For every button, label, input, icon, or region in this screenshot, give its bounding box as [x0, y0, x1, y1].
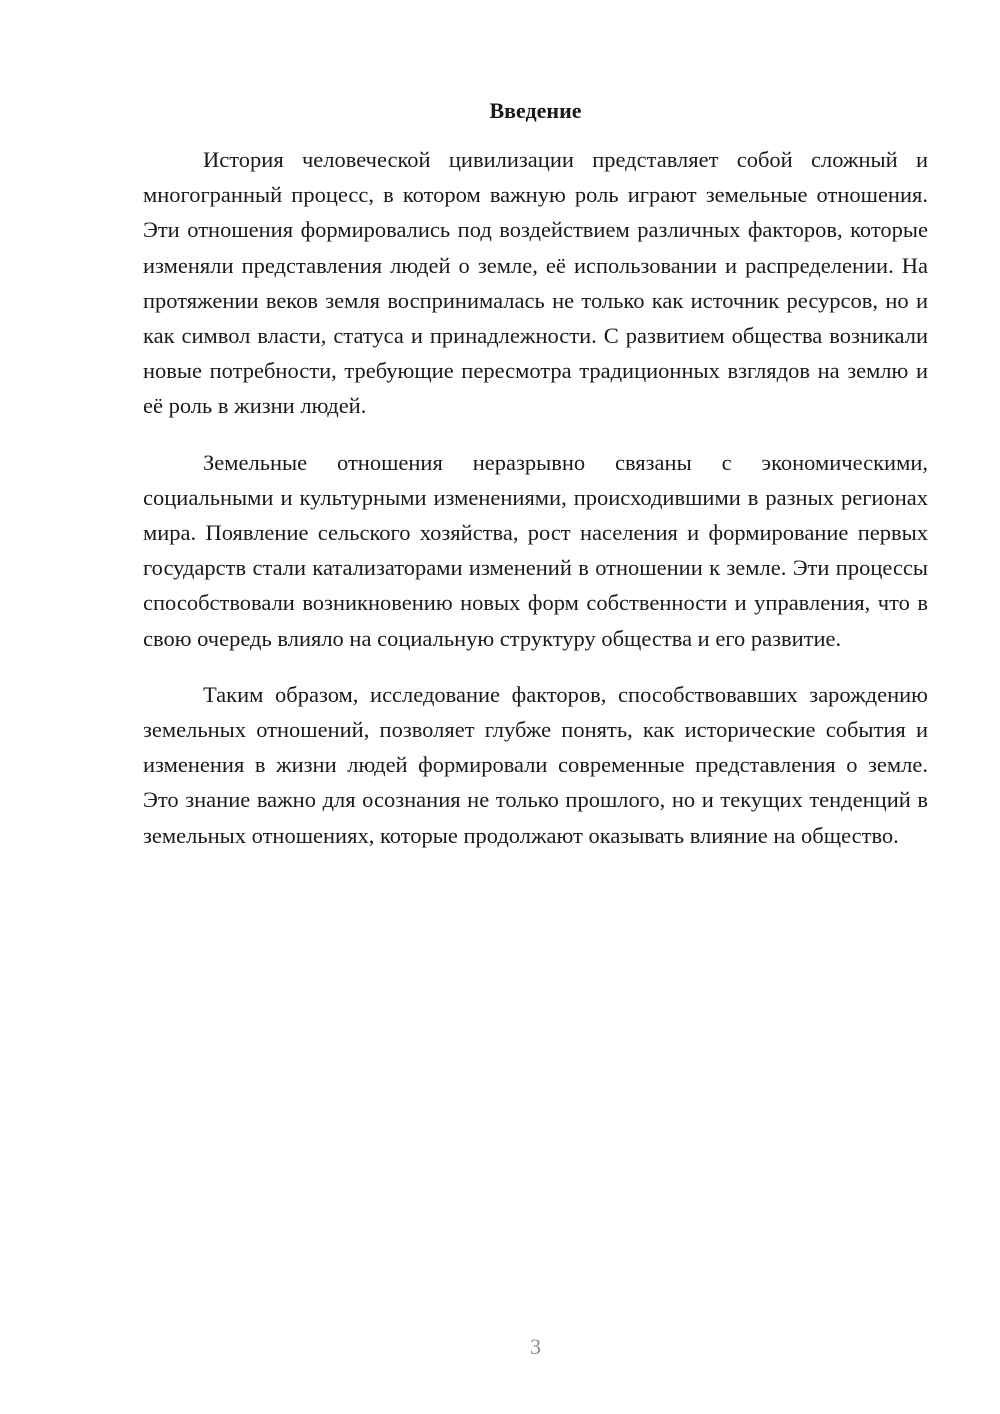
body-text: [143, 142, 928, 874]
paragraph-1: История человеческой цивилизации представляет собой сложный и многогранный процесс, в котором важную роль играют земельные отношения. Эти отношения формировались под воздействием различных факторов, которые изменяли представления людей о земле, её использовании и распределении. На протяжении веков земля воспринималась не только как источник ресурсов, но и как символ власти, статуса и принадлежности. С развитием общества возникали новые потребности, требующие пересмотра традиционных взглядов на землю и её роль в жизни людей.: [143, 147, 928, 419]
page-number: 3: [530, 1334, 541, 1359]
paragraph-3: Таким образом, исследование факторов, способствовавших зарождению земельных отношений, позволяет глубже понять, как исторические события и изменения в жизни людей формировали современные представления о земле. Это знание важно для осознания не только прошлого, но и текущих тенденций в земельных отношениях, которые продолжают оказывать влияние на общество.: [143, 681, 928, 848]
paragraph-2: Земельные отношения неразрывно связаны с экономическими, социальными и культурными изменениями, происходившими в разных регионах мира. Появление сельского хозяйства, рост населения и формирование первых государств стали катализаторами изменений в отношении к земле. Эти процессы способствовали возникновению новых форм собственности и управления, что в свою очередь влияло на социальную структуру общества и его развитие.: [143, 449, 928, 651]
section-title: Введение: [489, 98, 582, 123]
